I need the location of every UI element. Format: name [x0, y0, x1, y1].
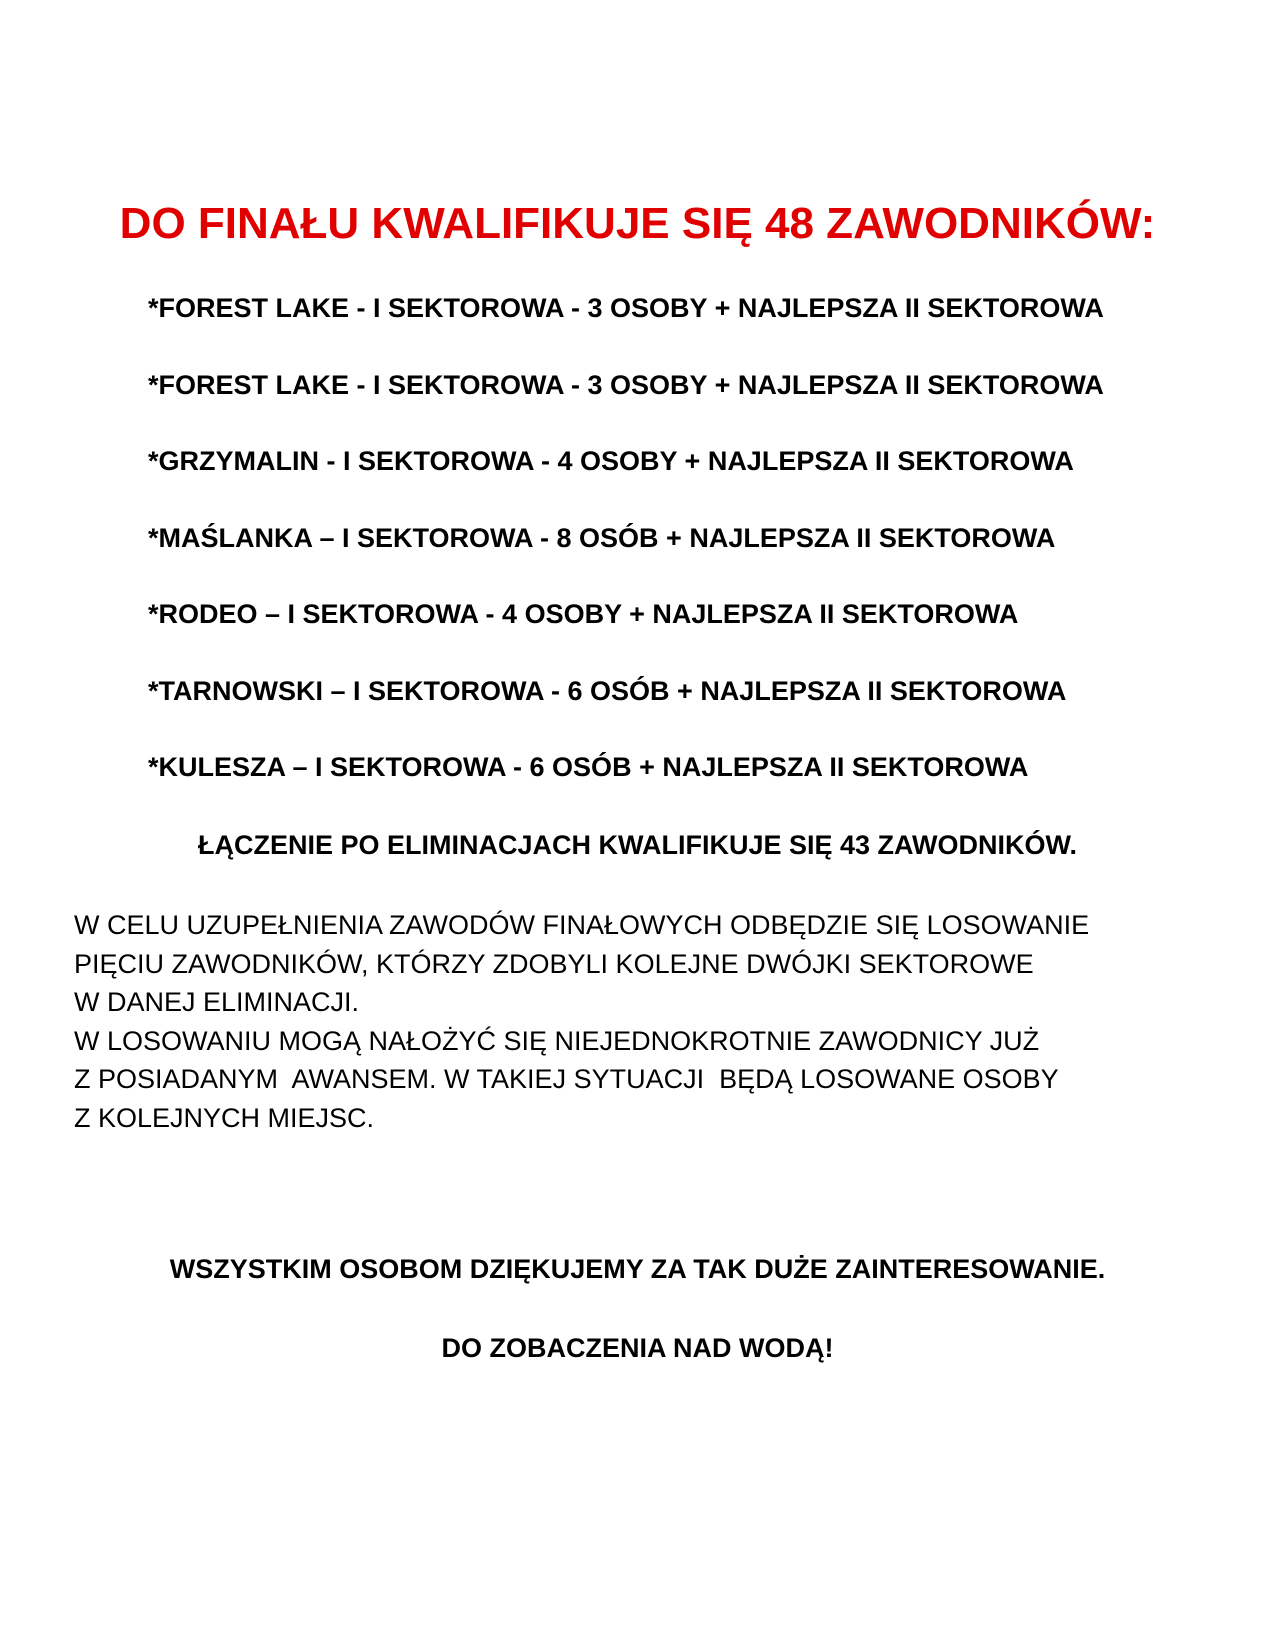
paragraph-line: Z POSIADANYM AWANSEM. W TAKIEJ SYTUACJI BĘDĄ LOSOWANE OSOBY: [74, 1064, 1059, 1094]
qualification-item: *KULESZA – I SEKTOROWA - 6 OSÓB + NAJLEPSZA II SEKTOROWA: [148, 752, 1029, 782]
qualification-item: *FOREST LAKE - I SEKTOROWA - 3 OSOBY + NAJLEPSZA II SEKTOROWA: [148, 369, 1104, 400]
paragraph-line: PIĘCIU ZAWODNIKÓW, KTÓRZY ZDOBYLI KOLEJNE DWÓJKI SEKTOROWE: [74, 948, 1034, 979]
farewell-line: DO ZOBACZENIA NAD WODĄ!: [441, 1333, 834, 1363]
qualification-item: *FOREST LAKE - I SEKTOROWA - 3 OSOBY + NAJLEPSZA II SEKTOROWA: [148, 293, 1104, 323]
paragraph-line: W DANEJ ELIMINACJI.: [74, 987, 360, 1017]
paragraph-line: W LOSOWANIU MOGĄ NAŁOŻYĆ SIĘ NIEJEDNOKROTNIE ZAWODNICY JUŻ: [74, 1025, 1040, 1056]
thanks-line: WSZYSTKIM OSOBOM DZIĘKUJEMY ZA TAK DUŻE ZAINTERESOWANIE.: [169, 1254, 1106, 1284]
qualification-item: *RODEO – I SEKTOROWA - 4 OSOBY + NAJLEPSZA II SEKTOROWA: [148, 599, 1019, 629]
paragraph-line: Z KOLEJNYCH MIEJSC.: [74, 1102, 375, 1133]
page-title: DO FINAŁU KWALIFIKUJE SIĘ 48 ZAWODNIKÓW:: [119, 199, 1156, 248]
qualification-item: *GRZYMALIN - I SEKTOROWA - 4 OSOBY + NAJLEPSZA II SEKTOROWA: [148, 446, 1074, 476]
draw-information-paragraph: [74, 906, 1089, 1137]
qualification-list: [148, 292, 1104, 828]
paragraph-line: W CELU UZUPEŁNIENIA ZAWODÓW FINAŁOWYCH ODBĘDZIE SIĘ LOSOWANIE: [74, 910, 1090, 940]
summary-line: ŁĄCZENIE PO ELIMINACJACH KWALIFIKUJE SIĘ 43 ZAWODNIKÓW.: [197, 830, 1078, 860]
qualification-item: *TARNOWSKI – I SEKTOROWA - 6 OSÓB + NAJLEPSZA II SEKTOROWA: [148, 675, 1067, 706]
qualification-item: *MAŚLANKA – I SEKTOROWA - 8 OSÓB + NAJLEPSZA II SEKTOROWA: [148, 522, 1056, 553]
